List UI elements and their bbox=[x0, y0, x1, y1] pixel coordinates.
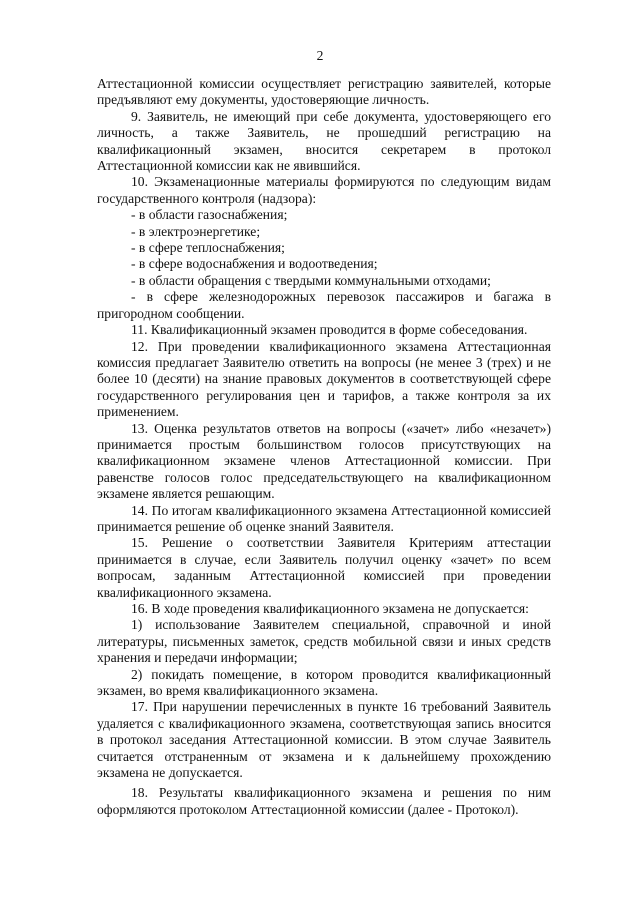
paragraph-continuation: Аттестационной комиссии осуществляет регистрацию заявителей, которые предъявляют ему документы, удостоверяющие личность. bbox=[97, 76, 551, 108]
list-item-heat: - в сфере теплоснабжения; bbox=[131, 240, 285, 256]
paragraph-16: 16. В ходе проведения квалификационного экзамена не допускается: bbox=[131, 601, 529, 616]
page-number: 2 bbox=[316, 48, 324, 63]
paragraph-11: 11. Квалификационный экзамен проводится в форме собеседования. bbox=[131, 322, 528, 338]
paragraph-16-item-1: 1) использование Заявителем специальной, справочной и иной литературы, письменных заметок, средств мобильной связи и иных средств хранения и передачи информации; bbox=[97, 617, 551, 666]
paragraph-16-item-2: 2) покидать помещение, в котором проводится квалификационный экзамен, во время квалификационного экзамена. bbox=[97, 666, 551, 699]
paragraph-9: 9. Заявитель, не имеющий при себе документа, удостоверяющего его личность, а также Заявитель, не прошедший регистрацию на квалификационный экзамен, вносится секретарем в протокол Аттестационной комиссии как не явившийся. bbox=[97, 108, 551, 174]
paragraph-12: 12. При проведении квалификационного экзамена Аттестационная комиссия предлагает Заявителю ответить на вопросы (не менее 3 (трех) и не более 10 (десяти) на знание правовых документов в соответствующей сфере государственного регулирования цен и тарифов, а также контроля за их применением. bbox=[97, 338, 551, 420]
paragraph-13: 13. Оценка результатов ответов на вопросы («зачет» либо «незачет») принимается простым большинством голосов присутствующих на квалификационном экзамене членов Аттестационной комиссии. При равенстве голосов голос председательствующего на квалификационном экзамене является решающим. bbox=[97, 420, 551, 502]
list-item-water: - в сфере водоснабжения и водоотведения; bbox=[131, 256, 378, 272]
list-item-railway: - в сфере железнодорожных перевозок пассажиров и багажа в пригородном сообщении. bbox=[97, 289, 551, 321]
document-body bbox=[97, 76, 551, 818]
list-item-gas: - в области газоснабжения; bbox=[131, 207, 288, 223]
list-item-waste: - в области обращения с твердыми коммунальными отходами; bbox=[131, 272, 491, 288]
paragraph-18: 18. Результаты квалификационного экзамена и решения по ним оформляются протоколом Аттестационной комиссии (далее - Протокол). bbox=[97, 785, 551, 817]
paragraph-10: 10. Экзаменационные материалы формируются по следующим видам государственного контроля (надзора): bbox=[97, 174, 551, 206]
paragraph-15: 15. Решение о соответствии Заявителя Критериям аттестации принимается в случае, если Заявитель получил оценку «зачет» по всем вопросам, заданным Аттестационной комиссией при проведении квалификационного экзамена. bbox=[97, 535, 551, 600]
paragraph-14: 14. По итогам квалификационного экзамена Аттестационной комиссией принимается решение об оценке знаний Заявителя. bbox=[97, 502, 551, 534]
paragraph-17: 17. При нарушении перечисленных в пункте 16 требований Заявитель удаляется с квалификационного экзамена, соответствующая запись вносится в протокол заседания Аттестационной комиссии. В этом случае Заявитель считается отстраненным от экзамена и к дальнейшему прохождению экзамена не допускается. bbox=[97, 699, 551, 781]
list-item-electricity: - в электроэнергетике; bbox=[131, 223, 261, 239]
